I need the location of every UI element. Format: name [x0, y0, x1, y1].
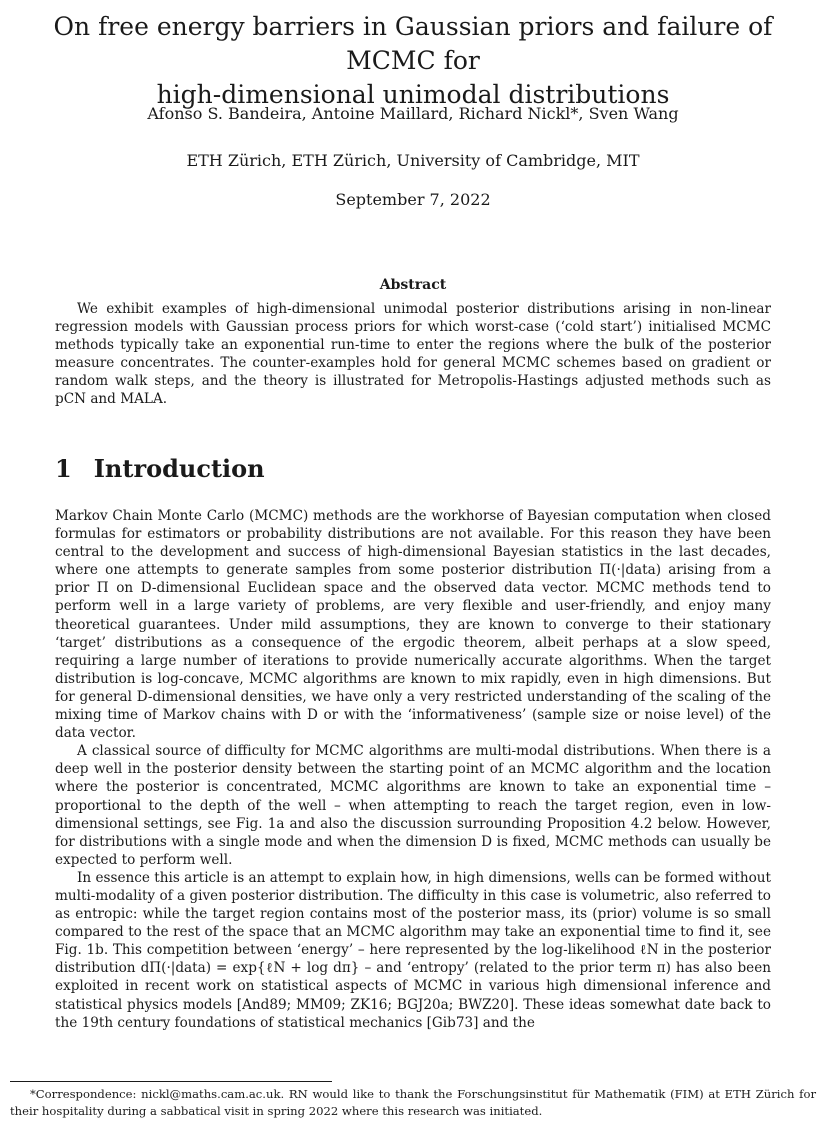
abstract-heading: Abstract: [379, 277, 447, 293]
paragraph-3: In essence this article is an attempt to explain how, in high dimensions, wells can be formed without multi-modality of a given posterior distribution. The difficulty in this case is volumetric, also referred to as entropic: while the target region contains most of the posterior mass, its (prior) volume is so small compared to the rest of the space that an MCMC algorithm may take an exponential time to find it, see Fig. 1b. This competition between ‘energy’ – here represented by the log-likelihood ℓN in the posterior distribution dΠ(·|data) = exp{ℓN + log dπ} – and ‘entropy’ (related to the prior term π) has also been exploited in recent work on statistical aspects of MCMC in various high dimensional inference and statistical physics models [And89; MM09; ZK16; BGJ20a; BWZ20]. These ideas somewhat date back to the 19th century foundations of statistical mechanics [Gib73] and the: [55, 869, 771, 1031]
footnote: *Correspondence: nickl@maths.cam.ac.uk. RN would like to thank the Forschungsinstitut für Mathematik (FIM) at ETH Zürich for their hospitality during a sabbatical visit in spring 2022 where this research was initiated.: [10, 1087, 816, 1118]
section-title: Introduction: [93, 454, 265, 483]
section-body: [55, 507, 771, 1032]
title-line-2: high-dimensional unimodal distributions: [156, 80, 670, 109]
author-list: Afonso S. Bandeira, Antoine Maillard, Richard Nickl*, Sven Wang: [147, 104, 679, 123]
affiliations: ETH Zürich, ETH Zürich, University of Cambridge, MIT: [186, 151, 640, 170]
section-number: 1: [55, 454, 72, 483]
paper-title: [20, 10, 806, 112]
publication-date: September 7, 2022: [335, 190, 491, 209]
paragraph-1: Markov Chain Monte Carlo (MCMC) methods are the workhorse of Bayesian computation when closed formulas for estimators or probability distributions are not available. For this reason they have been central to the development and success of high-dimensional Bayesian statistics in the last decades, where one attempts to generate samples from some posterior distribution Π(·|data) arising from a prior Π on D-dimensional Euclidean space and the observed data vector. MCMC methods tend to perform well in a large variety of problems, are very flexible and user-friendly, and enjoy many theoretical guarantees. Under mild assumptions, they are known to converge to their stationary ‘target’ distributions as a consequence of the ergodic theorem, albeit perhaps at a slow speed, requiring a large number of iterations to provide numerically accurate algorithms. When the target distribution is log-concave, MCMC algorithms are known to mix rapidly, even in high dimensions. But for general D-dimensional densities, we have only a very restricted understanding of the scaling of the mixing time of Markov chains with D or with the ‘informativeness’ (sample size or noise level) of the data vector.: [55, 508, 771, 742]
section-heading: [55, 452, 265, 486]
paragraph-2: A classical source of difficulty for MCMC algorithms are multi-modal distributions. When there is a deep well in the posterior density between the starting point of an MCMC algorithm and the location where the posterior is concentrated, MCMC algorithms are known to take an exponential time – proportional to the depth of the well – when attempting to reach the target region, even in low-dimensional settings, see Fig. 1a and also the discussion surrounding Proposition 4.2 below. However, for distributions with a single mode and when the dimension D is fixed, MCMC methods can usually be expected to perform well.: [55, 743, 771, 868]
footnote-divider: [10, 1081, 332, 1082]
title-line-1: On free energy barriers in Gaussian priors and failure of MCMC for: [53, 12, 773, 75]
abstract-text: We exhibit examples of high-dimensional unimodal posterior distributions arising in non-linear regression models with Gaussian process priors for which worst-case (‘cold start’) initialised MCMC methods typically take an exponential run-time to enter the regions where the bulk of the posterior measure concentrates. The counter-examples hold for general MCMC schemes based on gradient or random walk steps, and the theory is illustrated for Metropolis-Hastings adjusted methods such as pCN and MALA.: [55, 301, 771, 407]
